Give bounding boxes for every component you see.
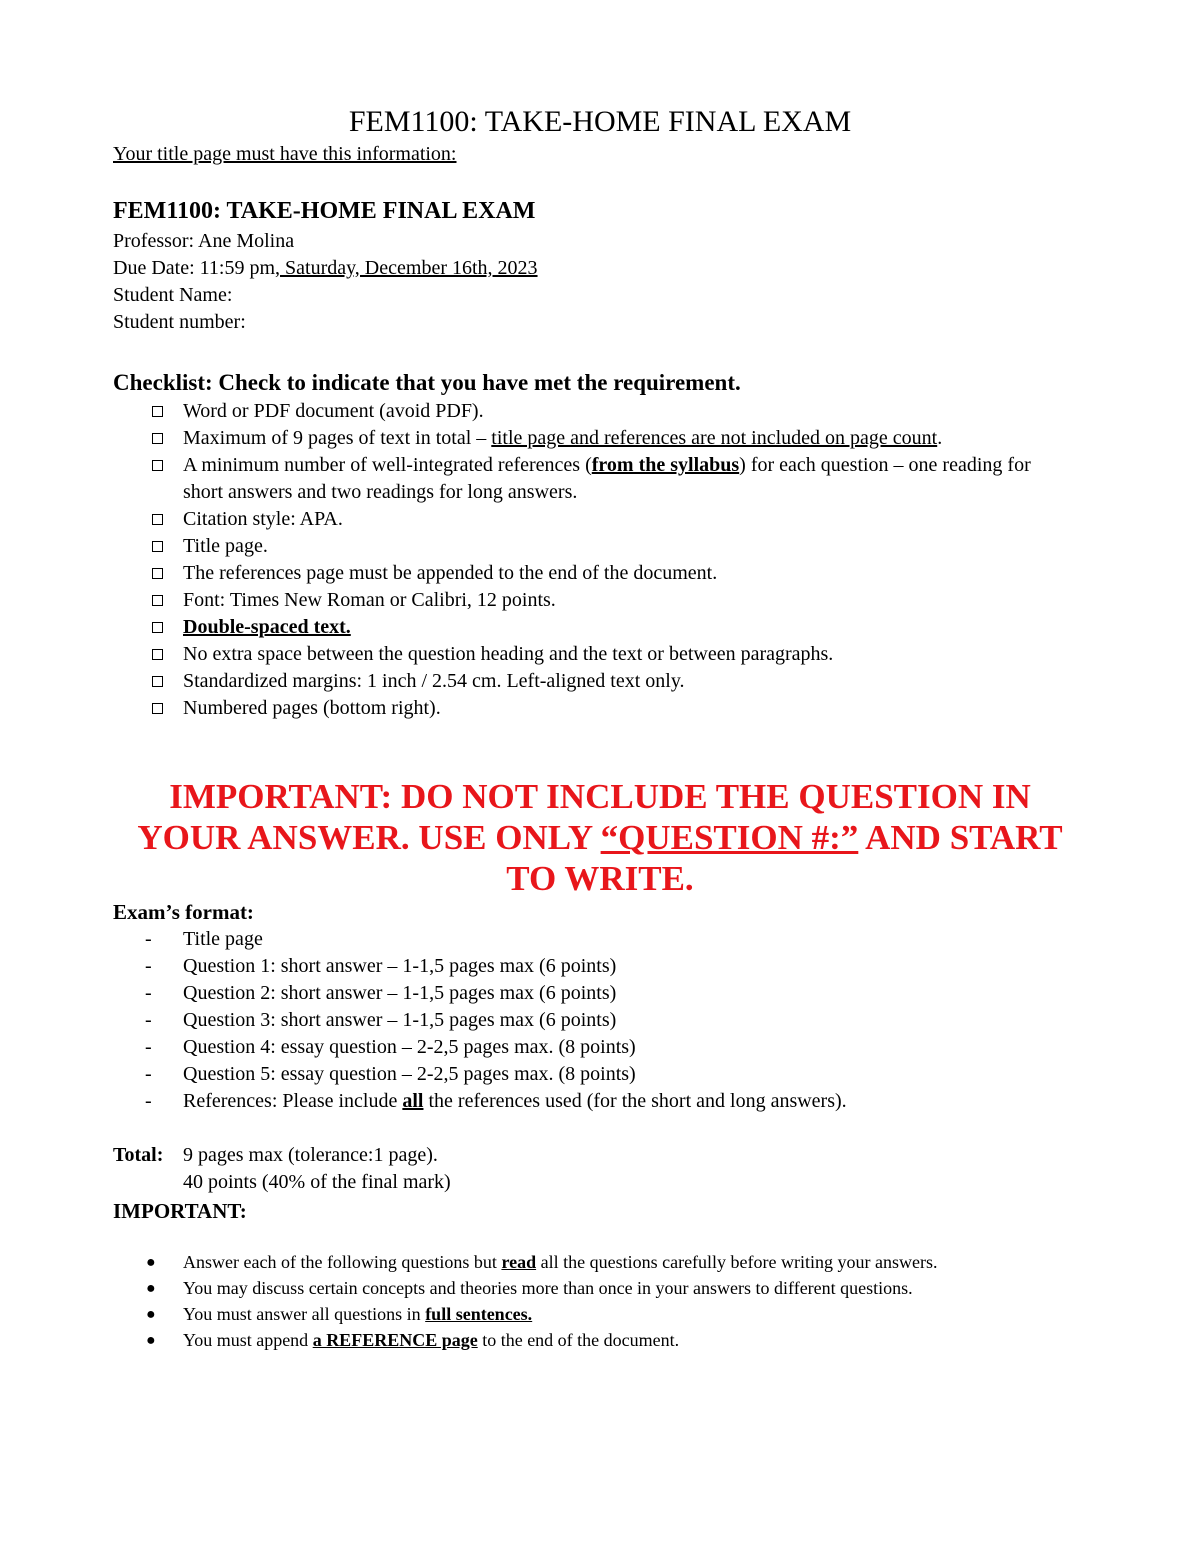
warning-line-1: IMPORTANT: DO NOT INCLUDE THE QUESTION IN <box>169 777 1031 816</box>
title-page-instruction: Your title page must have this information: <box>113 143 457 165</box>
total-label: Total: <box>113 1144 164 1166</box>
checklist-item-text: Word or PDF document (avoid PDF). <box>183 400 484 422</box>
checklist-item-text: Font: Times New Roman or Calibri, 12 points. <box>183 589 556 611</box>
important-item <box>113 1276 1043 1301</box>
format-item <box>113 1088 1073 1115</box>
important-warning-banner <box>100 776 1100 899</box>
checklist-item-text: Citation style: APA. <box>183 508 343 530</box>
important-heading: IMPORTANT: <box>113 1199 247 1223</box>
important-item-emphasis: read <box>501 1252 537 1272</box>
checklist-item-underlined: title page and references are not included on page count <box>491 427 938 449</box>
checkbox-icon[interactable] <box>152 622 163 633</box>
due-date-line <box>113 255 538 281</box>
checkbox-icon[interactable] <box>152 649 163 660</box>
checklist-item <box>113 695 1073 722</box>
checklist-item-text: No extra space between the question heading and the text or between paragraphs. <box>183 643 834 665</box>
important-item-text: Answer each of the following questions but <box>183 1252 502 1272</box>
format-item <box>113 1007 1073 1034</box>
format-item-text: References: Please include <box>183 1090 403 1112</box>
checklist-heading: Checklist: Check to indicate that you have met the requirement. <box>113 370 741 395</box>
title-page-example-title: FEM1100: TAKE-HOME FINAL EXAM <box>113 198 536 224</box>
checklist-item-text: Maximum of 9 pages of text in total – <box>183 427 492 449</box>
student-name-line: Student Name: <box>113 284 233 306</box>
due-date-prefix: Due Date: 11:59 pm <box>113 257 276 279</box>
format-item-text: Question 1: short answer – 1-1,5 pages max (6 points) <box>183 955 617 977</box>
total-block <box>113 1142 451 1196</box>
checkbox-icon[interactable] <box>152 541 163 552</box>
checklist-item-emphasis: Double-spaced text. <box>183 616 351 638</box>
important-item-text: You must answer all questions in <box>183 1304 426 1324</box>
checklist-item <box>113 398 1073 425</box>
checkbox-icon[interactable] <box>152 460 163 471</box>
student-number-line: Student number: <box>113 311 246 333</box>
checkbox-icon[interactable] <box>152 514 163 525</box>
dash-bullet-icon: - <box>145 982 152 1004</box>
bullet-icon: ● <box>146 1254 156 1271</box>
total-points: 40 points (40% of the final mark) <box>183 1171 451 1193</box>
checkbox-icon[interactable] <box>152 676 163 687</box>
checklist-item <box>113 560 1073 587</box>
format-item-text: Question 4: essay question – 2-2,5 pages max. (8 points) <box>183 1036 636 1058</box>
format-item <box>113 980 1073 1007</box>
important-item <box>113 1328 1043 1353</box>
checklist-item <box>113 425 1073 452</box>
checkbox-icon[interactable] <box>152 703 163 714</box>
checkbox-icon[interactable] <box>152 406 163 417</box>
checklist-item-text: Numbered pages (bottom right). <box>183 697 441 719</box>
dash-bullet-icon: - <box>145 928 152 950</box>
checklist-item-text: Title page. <box>183 535 268 557</box>
checklist-item <box>113 452 1073 506</box>
checklist-item-emphasis: from the syllabus <box>591 454 740 476</box>
format-item-text: Question 5: essay question – 2-2,5 pages max. (8 points) <box>183 1063 636 1085</box>
important-item <box>113 1302 1043 1327</box>
important-item-text: all the questions carefully before writing your answers. <box>536 1252 938 1272</box>
checklist-item <box>113 506 1073 533</box>
checklist-item <box>113 533 1073 560</box>
checklist-item-text: A minimum number of well-integrated references ( <box>183 454 592 476</box>
checklist-item <box>113 587 1073 614</box>
format-item <box>113 953 1073 980</box>
format-item-text: the references used (for the short and long answers). <box>423 1090 847 1112</box>
format-item-text: Question 3: short answer – 1-1,5 pages max (6 points) <box>183 1009 617 1031</box>
dash-bullet-icon: - <box>145 955 152 977</box>
important-item-text: to the end of the document. <box>477 1330 680 1350</box>
checklist-item <box>113 668 1073 695</box>
important-item-text: You must append <box>183 1330 313 1350</box>
format-item-text: Title page <box>183 928 263 950</box>
dash-bullet-icon: - <box>145 1009 152 1031</box>
checklist-item-text: The references page must be appended to the end of the document. <box>183 562 718 584</box>
bullet-icon: ● <box>146 1332 156 1349</box>
total-line-1 <box>113 1142 451 1169</box>
format-item <box>113 1061 1073 1088</box>
warning-underlined: “QUESTION #:” <box>600 818 859 857</box>
checkbox-icon[interactable] <box>152 568 163 579</box>
warning-text: AND START <box>858 818 1063 857</box>
checklist-item-text: . <box>937 427 943 449</box>
due-date-underlined: , Saturday, December 16th, 2023 <box>275 257 538 279</box>
checkbox-icon[interactable] <box>152 433 163 444</box>
important-item-text: You may discuss certain concepts and theories more than once in your answers to different questions. <box>183 1278 913 1298</box>
important-list <box>113 1250 1043 1354</box>
important-item <box>113 1250 1043 1275</box>
dash-bullet-icon: - <box>145 1063 152 1085</box>
total-pages: 9 pages max (tolerance:1 page). <box>183 1144 438 1166</box>
important-item-emphasis: a REFERENCE page <box>312 1330 478 1350</box>
exam-format-list <box>113 926 1073 1115</box>
checklist-item-text: ) for each question – one reading for short answers and two readings for long answers. <box>183 454 1031 503</box>
checkbox-icon[interactable] <box>152 595 163 606</box>
checklist <box>113 398 1073 722</box>
format-item-emphasis: all <box>402 1090 424 1112</box>
bullet-icon: ● <box>146 1306 156 1323</box>
dash-bullet-icon: - <box>145 1036 152 1058</box>
format-item <box>113 926 1073 953</box>
checklist-item-text: Standardized margins: 1 inch / 2.54 cm. Left-aligned text only. <box>183 670 685 692</box>
format-item <box>113 1034 1073 1061</box>
warning-text: YOUR ANSWER. USE ONLY <box>137 818 601 857</box>
dash-bullet-icon: - <box>145 1090 152 1112</box>
checklist-item <box>113 614 1073 641</box>
professor-line: Professor: Ane Molina <box>113 230 295 252</box>
checklist-item <box>113 641 1073 668</box>
page-title: FEM1100: TAKE-HOME FINAL EXAM <box>348 105 852 138</box>
format-item-text: Question 2: short answer – 1-1,5 pages max (6 points) <box>183 982 617 1004</box>
warning-line-3: TO WRITE. <box>506 859 694 898</box>
exam-format-heading: Exam’s format: <box>113 900 254 924</box>
important-item-emphasis: full sentences. <box>425 1304 533 1324</box>
bullet-icon: ● <box>146 1280 156 1297</box>
warning-line-2 <box>100 817 1100 858</box>
